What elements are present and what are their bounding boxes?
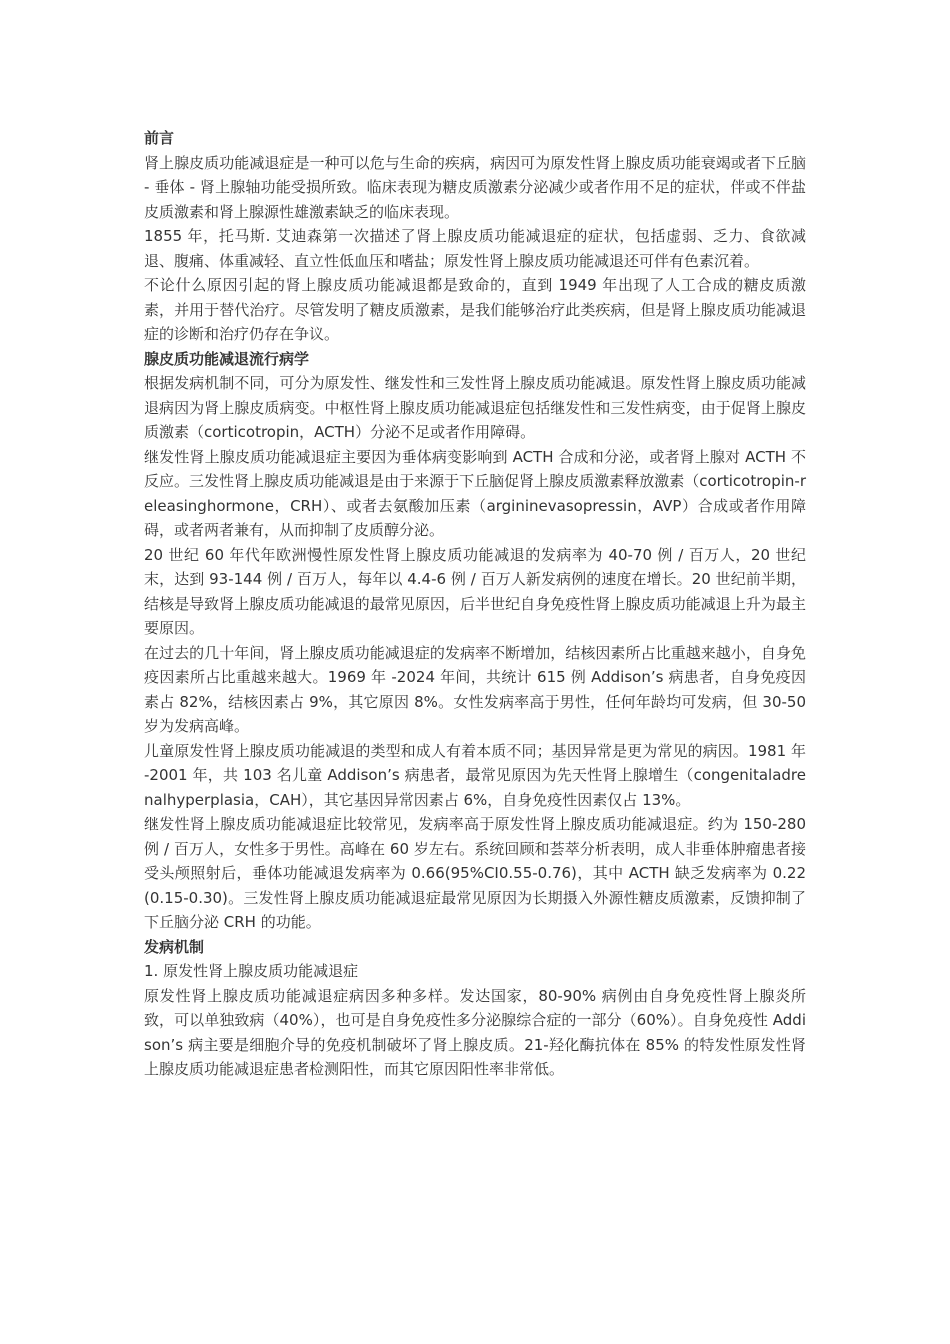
paragraph: 儿童原发性肾上腺皮质功能减退的类型和成人有着本质不同；基因异常是更为常见的病因。1981 年 -2001 年，共 103 名儿童 Addison’s 病患者，最常见原因为先天性肾上腺增生（congenitaladrenalhyperplasia，CAH），其它基因异常因素占 6%，自身免疫性因素仅占 13%。 xyxy=(144,741,806,809)
paragraph: 肾上腺皮质功能减退症是一种可以危与生命的疾病，病因可为原发性肾上腺皮质功能衰竭或者下丘脑 - 垂体 - 肾上腺轴功能受损所致。临床表现为糖皮质激素分泌减少或者作用不足的症状，伴或不伴盐皮质激素和肾上腺源性雄激素缺乏的临床表现。 xyxy=(144,153,806,221)
paragraph: 20 世纪 60 年代年欧洲慢性原发性肾上腺皮质功能减退的发病率为 40-70 例 / 百万人，20 世纪末，达到 93-144 例 / 百万人，每年以 4.4-6 例 / 百万人新发病例的速度在增长。20 世纪前半期，结核是导致肾上腺皮质功能减退的最常见原因，后半世纪自身免疫性肾上腺皮质功能减退上升为最主要原因。 xyxy=(144,545,806,637)
section-heading-preface: 前言 xyxy=(144,129,175,147)
paragraph: 根据发病机制不同，可分为原发性、继发性和三发性肾上腺皮质功能减退。原发性肾上腺皮质功能减退病因为肾上腺皮质病变。中枢性肾上腺皮质功能减退症包括继发性和三发性病变，由于促肾上腺皮质激素（corticotropin，ACTH）分泌不足或者作用障碍。 xyxy=(144,374,806,441)
paragraph: 不论什么原因引起的肾上腺皮质功能减退都是致命的，直到 1949 年出现了人工合成的糖皮质激素，并用于替代治疗。尽管发明了糖皮质激素，是我们能够治疗此类疾病，但是肾上腺皮质功能减退症的诊断和治疗仍存在争议。 xyxy=(144,276,806,343)
document-page xyxy=(144,126,806,1082)
section-heading-pathogenesis: 发病机制 xyxy=(144,937,205,956)
paragraph: 在过去的几十年间，肾上腺皮质功能减退症的发病率不断增加，结核因素所占比重越来越小，自身免疫因素所占比重越来越大。1969 年 -2024 年间，共统计 615 例 Addison’s 病患者，自身免疫因素占 82%，结核因素占 9%，其它原因 8%。女性发病率高于男性，任何年龄均可发病，但 30-50 岁为发病高峰。 xyxy=(144,643,806,735)
paragraph: 1855 年，托马斯. 艾迪森第一次描述了肾上腺皮质功能减退症的症状，包括虚弱、乏力、食欲减退、腹痛、体重减轻、直立性低血压和嗜盐；原发性肾上腺皮质功能减退还可伴有色素沉着。 xyxy=(144,227,806,270)
paragraph: 原发性肾上腺皮质功能减退症病因多种多样。发达国家，80-90% 病例由自身免疫性肾上腺炎所致，可以单独致病（40%），也可是自身免疫性多分泌腺综合症的一部分（60%）。自身免疫性 Addison’s 病主要是细胞介导的免疫机制破坏了肾上腺皮质。21-羟化酶抗体在 85% 的特发性原发性肾上腺皮质功能减退症患者检测阳性，而其它原因阳性率非常低。 xyxy=(144,986,806,1078)
subsection-heading-primary: 1. 原发性肾上腺皮质功能减退症 xyxy=(144,962,359,980)
paragraph: 继发性肾上腺皮质功能减退症主要因为垂体病变影响到 ACTH 合成和分泌，或者肾上腺对 ACTH 不反应。三发性肾上腺皮质功能减退是由于来源于下丘脑促肾上腺皮质激素释放激素（corticotropin-releasinghormone，CRH）、或者去氨酸加压素（argininevasopressin，AVP）合成或者作用障碍，或者两者兼有，从而抑制了皮质醇分泌。 xyxy=(144,447,806,539)
section-heading-epidemiology: 腺皮质功能减退流行病学 xyxy=(144,349,310,368)
paragraph: 继发性肾上腺皮质功能减退症比较常见，发病率高于原发性肾上腺皮质功能减退症。约为 150-280 例 / 百万人，女性多于男性。高峰在 60 岁左右。系统回顾和荟萃分析表明，成人非垂体肿瘤患者接受头颅照射后，垂体功能减退发病率为 0.66(95%CI0.55-0.76)，其中 ACTH 缺乏发病率为 0.22(0.15-0.30)。三发性肾上腺皮质功能减退症最常见原因为长期摄入外源性糖皮质激素，反馈抑制了下丘脑分泌 CRH 的功能。 xyxy=(144,815,806,931)
